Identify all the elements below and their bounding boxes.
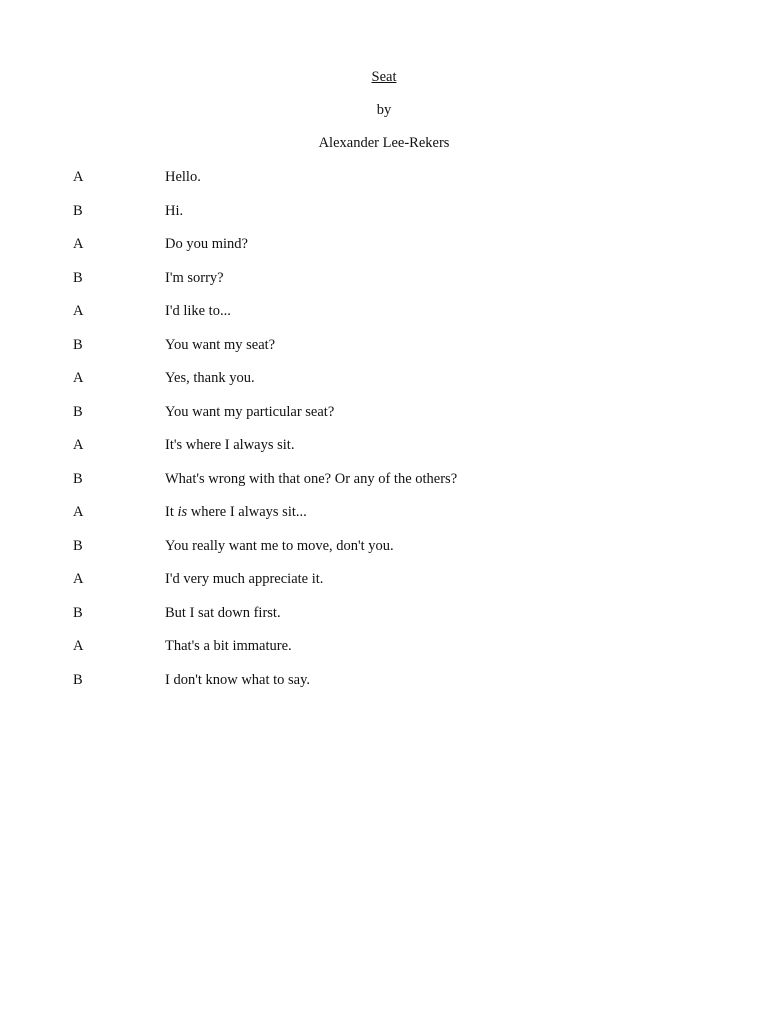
speaker-label: A	[73, 571, 84, 587]
dialogue	[0, 168, 768, 704]
dialogue-line	[0, 336, 768, 370]
speech-text-before: It	[165, 504, 178, 520]
dialogue-line	[0, 302, 768, 336]
dialogue-line	[0, 570, 768, 604]
speaker-label: B	[73, 269, 83, 286]
dialogue-line	[0, 202, 768, 236]
byline: by	[376, 102, 392, 118]
dialogue-line	[0, 436, 768, 470]
speaker-label: A	[73, 236, 84, 252]
speaker-label: A	[73, 169, 84, 185]
speech-text: What's wrong with that one? Or any of the others?	[165, 470, 458, 487]
speech-text: I'd like to...	[165, 303, 231, 319]
dialogue-line	[0, 604, 768, 638]
speaker-label: B	[73, 202, 83, 219]
dialogue-line	[0, 403, 768, 437]
speaker-label: B	[73, 336, 83, 353]
author-name: Alexander Lee-Rekers	[318, 135, 450, 151]
dialogue-line	[0, 369, 768, 403]
speech-text: Hi.	[165, 202, 184, 219]
speaker-label: B	[73, 604, 83, 621]
dialogue-line	[0, 269, 768, 303]
speech-text	[165, 503, 307, 521]
speech-text: Do you mind?	[165, 236, 248, 252]
speech-text: I don't know what to say.	[165, 671, 311, 688]
speech-text: You want my seat?	[165, 336, 276, 353]
speaker-label: A	[73, 370, 84, 386]
dialogue-line	[0, 671, 768, 705]
speech-text: It's where I always sit.	[165, 437, 295, 453]
speech-text: You really want me to move, don't you.	[165, 537, 394, 554]
dialogue-line	[0, 168, 768, 202]
speech-text: But I sat down first.	[165, 604, 281, 621]
speaker-label: B	[73, 403, 83, 420]
dialogue-line	[0, 503, 768, 537]
speech-text-after: where I always sit...	[187, 504, 307, 520]
speech-text: Hello.	[165, 169, 201, 185]
speaker-label: B	[73, 671, 83, 688]
speech-text: I'd very much appreciate it.	[165, 571, 324, 587]
speech-emphasis: is	[177, 504, 188, 520]
dialogue-line	[0, 537, 768, 571]
dialogue-line	[0, 470, 768, 504]
speaker-label: A	[73, 638, 84, 654]
dialogue-line	[0, 235, 768, 269]
play-title: Seat	[371, 69, 397, 85]
speech-text: That's a bit immature.	[165, 638, 292, 654]
speaker-label: A	[73, 504, 84, 520]
speech-text: You want my particular seat?	[165, 403, 335, 420]
dialogue-line	[0, 637, 768, 671]
speech-text: I'm sorry?	[165, 269, 224, 286]
speaker-label: A	[73, 437, 84, 453]
speaker-label: A	[73, 303, 84, 319]
speaker-label: B	[73, 470, 83, 487]
speech-text: Yes, thank you.	[165, 370, 255, 386]
speaker-label: B	[73, 537, 83, 554]
